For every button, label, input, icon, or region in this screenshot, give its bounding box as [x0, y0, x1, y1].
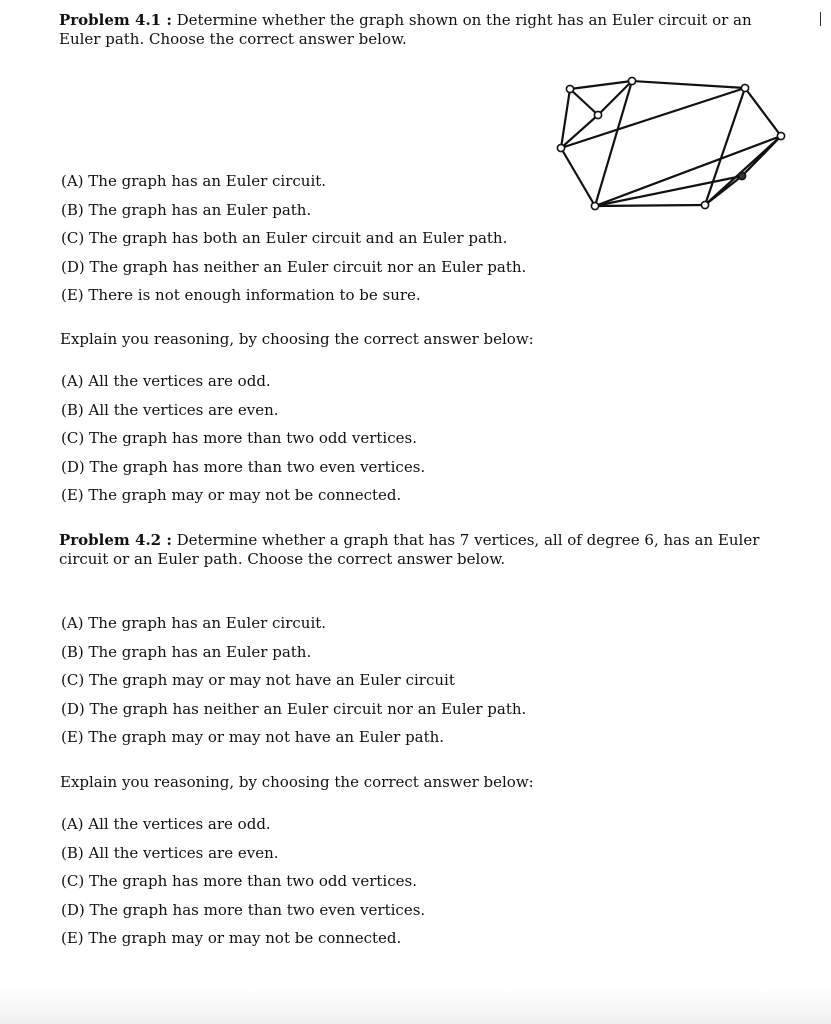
- problem-4-1-reason-c[interactable]: (C) The graph has more than two odd vertices.: [61, 429, 417, 448]
- problem-4-2-option-e[interactable]: (E) The graph may or may not have an Euler path.: [61, 728, 445, 747]
- problem-4-2-reason-e[interactable]: (E) The graph may or may not be connected.: [61, 929, 402, 948]
- graph-edge-top-left-inner-left: [570, 89, 598, 115]
- problem-4-1-option-d[interactable]: (D) The graph has neither an Euler circuit nor an Euler path.: [61, 257, 527, 276]
- graph-edge-bottom-left-left: [561, 148, 595, 206]
- graph-vertex-top-mid: [628, 77, 635, 84]
- problem-4-1-reasons: [61, 371, 425, 514]
- graph-edge-top-mid-top-right: [632, 81, 745, 88]
- problem-4-2-reason-d[interactable]: (D) The graph has more than two even vertices.: [61, 900, 426, 919]
- graph-vertex-inner-right: [738, 172, 745, 179]
- problem-4-1-options: [61, 171, 526, 314]
- problem-4-2-reason-c[interactable]: (C) The graph has more than two odd vertices.: [61, 872, 417, 891]
- problem-4-2-options: [61, 613, 526, 756]
- graph-edge-inner-right-right: [742, 136, 781, 176]
- page-bottom-shadow: [0, 988, 831, 1024]
- problem-4-1-statement: [59, 11, 779, 49]
- problem-4-2-reason-a[interactable]: (A) All the vertices are odd.: [61, 815, 271, 833]
- problem-4-1-option-c[interactable]: (C) The graph has both an Euler circuit and an Euler path.: [61, 229, 508, 248]
- graph-vertex-left: [557, 144, 564, 151]
- problem-4-1-option-e[interactable]: (E) There is not enough information to be sure.: [61, 286, 421, 305]
- graph-vertex-top-left: [566, 85, 573, 92]
- graph-vertex-bottom-right: [701, 201, 708, 208]
- page-edge-mark: [820, 12, 821, 26]
- problem-4-1-option-b[interactable]: (B) The graph has an Euler path.: [61, 200, 312, 219]
- problem-4-2-reason-b[interactable]: (B) All the vertices are even.: [61, 843, 279, 862]
- problem-4-2-text: Determine whether a graph that has 7 vertices, all of degree 6, has an Euler circuit or an Euler path. Choose the correct answer below.: [59, 531, 760, 568]
- euler-graph-figure: [552, 70, 792, 215]
- problem-4-1-reason-e[interactable]: (E) The graph may or may not be connected.: [61, 486, 402, 505]
- graph-edge-bottom-left-right: [595, 136, 781, 206]
- problem-4-1-option-a[interactable]: (A) The graph has an Euler circuit.: [61, 172, 327, 190]
- problem-4-2-reasons: [61, 814, 425, 957]
- problem-4-2-explain-prompt: Explain you reasoning, by choosing the correct answer below:: [60, 773, 534, 791]
- graph-edge-top-right-right: [745, 88, 781, 136]
- problem-4-2-option-c[interactable]: (C) The graph may or may not have an Euler circuit: [61, 671, 455, 690]
- problem-4-2-option-d[interactable]: (D) The graph has neither an Euler circuit nor an Euler path.: [61, 699, 527, 718]
- problem-4-1-text: Determine whether the graph shown on the right has an Euler circuit or an Euler path. Choose the correct answer below.: [59, 11, 752, 48]
- problem-4-1-reason-a[interactable]: (A) All the vertices are odd.: [61, 372, 271, 390]
- problem-4-1-explain-prompt: Explain you reasoning, by choosing the correct answer below:: [60, 330, 534, 348]
- graph-vertex-top-right: [741, 84, 748, 91]
- graph-vertex-inner-left: [594, 111, 601, 118]
- problem-4-2-statement: [59, 531, 779, 569]
- problem-4-2-number: Problem 4.2 :: [59, 531, 172, 549]
- graph-edge-left-top-right: [561, 88, 745, 148]
- graph-edge-left-top-left: [561, 89, 570, 148]
- problem-4-1-reason-d[interactable]: (D) The graph has more than two even vertices.: [61, 457, 426, 476]
- problem-4-1-reason-b[interactable]: (B) All the vertices are even.: [61, 400, 279, 419]
- problem-4-1-number: Problem 4.1 :: [59, 11, 172, 29]
- graph-vertex-bottom-left: [591, 202, 598, 209]
- problem-4-2-option-b[interactable]: (B) The graph has an Euler path.: [61, 642, 312, 661]
- graph-edge-bottom-right-bottom-left: [595, 205, 705, 206]
- graph-vertex-right: [777, 132, 784, 139]
- graph-edge-top-left-top-mid: [570, 81, 632, 89]
- problem-4-2-option-a[interactable]: (A) The graph has an Euler circuit.: [61, 614, 327, 632]
